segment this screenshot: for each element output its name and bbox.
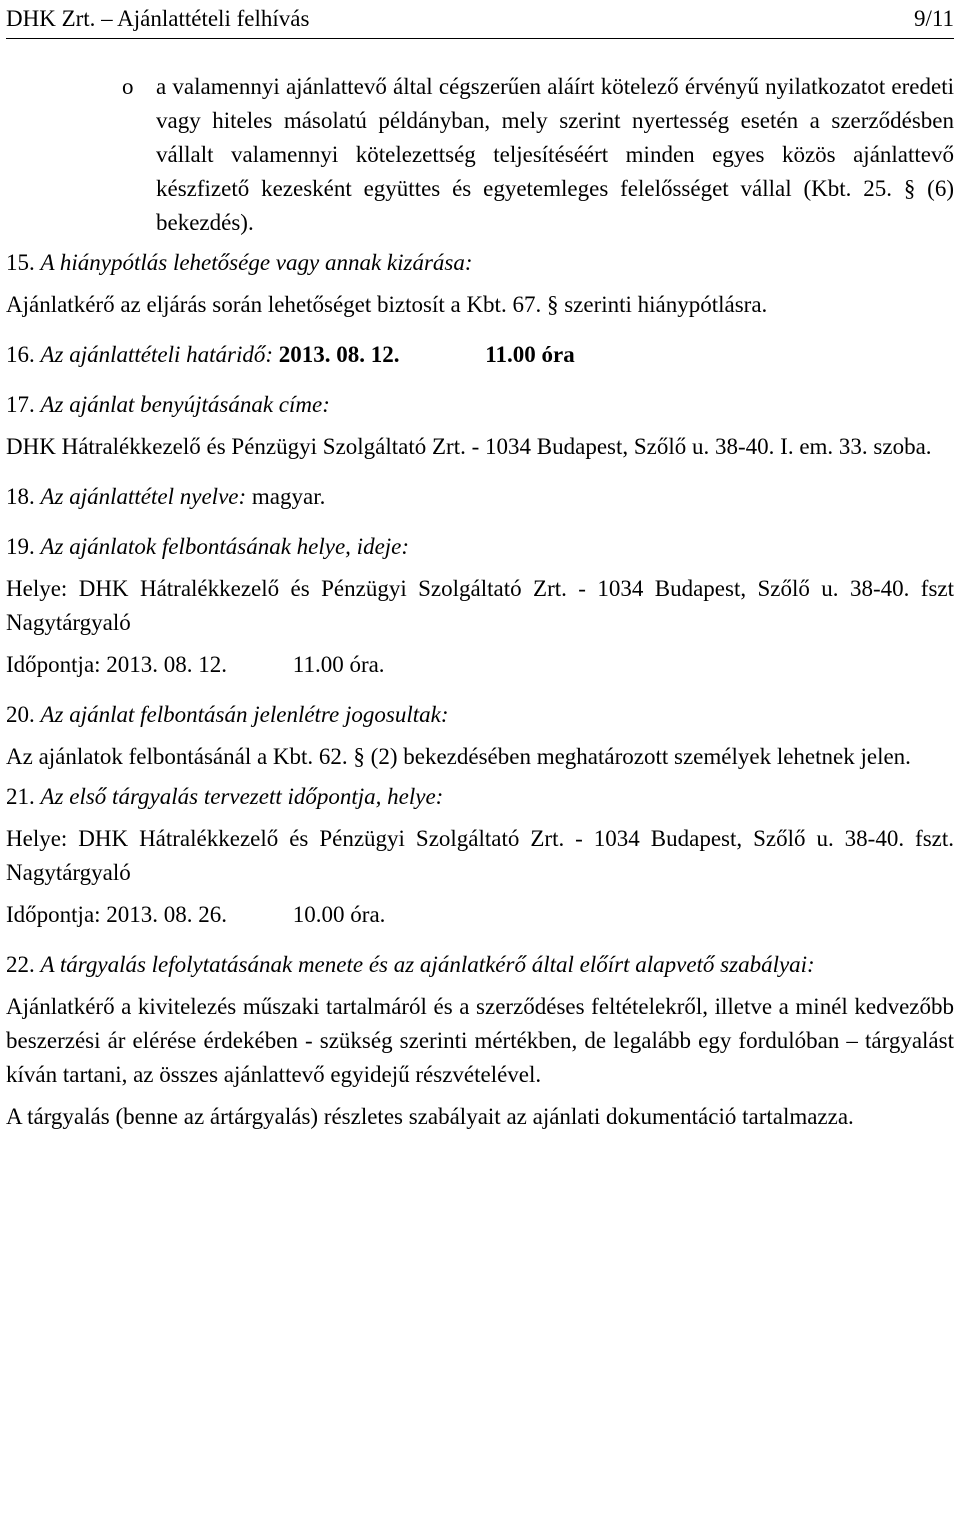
section-title: Az ajánlat benyújtásának címe: [40, 392, 330, 417]
section-text: Ajánlatkérő az eljárás során lehetőséget biztosít a Kbt. 67. § szerinti hiánypótlásra. [6, 292, 768, 317]
section-title: Az ajánlattételi határidő: [40, 342, 274, 367]
section-heading [6, 338, 954, 372]
section-title: Az ajánlat felbontásán jelenlétre jogosultak: [40, 702, 449, 727]
section-21 [6, 780, 954, 932]
section-number: 15. [6, 250, 35, 275]
section-22 [6, 948, 954, 1134]
language-value: magyar. [251, 484, 326, 509]
section-paragraph: A tárgyalás (benne az ártárgyalás) részletes szabályait az ajánlati dokumentáció tartalmazza. [6, 1104, 854, 1129]
section-heading [6, 530, 954, 564]
section-heading [6, 780, 954, 814]
section-20 [6, 698, 954, 774]
opening-time-label: Időpontja: 2013. 08. 12. [6, 652, 228, 677]
section-18 [6, 480, 954, 514]
bullet-text: a valamennyi ajánlattevő által cégszerűen aláírt kötelező érvényű nyilatkozatot eredeti vagy hiteles másolatú példányban, mely szerint nyertesség esetén a szerződésben vállalt valamennyi kötelezettség teljesítéséért minden egyes közös ajánlattevő készfizető kezesként együttes és egyetemleges felelősséget vállal (Kbt. 25. § (6) bekezdés). [156, 74, 954, 235]
page-header [6, 0, 954, 39]
list-item [6, 70, 954, 240]
section-16 [6, 338, 954, 372]
section-heading [6, 388, 954, 422]
negotiation-time-label: Időpontja: 2013. 08. 26. [6, 902, 228, 927]
document-body [6, 70, 954, 1134]
section-heading [6, 480, 954, 514]
section-number: 18. [6, 484, 35, 509]
section-number: 22. [6, 952, 35, 977]
section-number: 19. [6, 534, 35, 559]
document-title: DHK Zrt. – Ajánlattételi felhívás [6, 6, 310, 31]
section-heading [6, 246, 954, 280]
opening-time [6, 648, 954, 682]
section-text: Az ajánlatok felbontásánál a Kbt. 62. § (2) bekezdésében meghatározott személyek lehetnek jelen. [6, 744, 911, 769]
opening-place: Helye: DHK Hátralékkezelő és Pénzügyi Szolgáltató Zrt. - 1034 Budapest, Szőlő u. 38-40. fszt Nagytárgyaló [6, 576, 954, 635]
negotiation-time [6, 898, 954, 932]
section-text: DHK Hátralékkezelő és Pénzügyi Szolgáltató Zrt. - 1034 Budapest, Szőlő u. 38-40. I. em. 33. szoba. [6, 434, 932, 459]
page-number: 9/11 [913, 6, 954, 31]
section-number: 20. [6, 702, 35, 727]
deadline-date: 2013. 08. 12. [278, 342, 400, 367]
section-19 [6, 530, 954, 682]
section-title: Az ajánlatok felbontásának helye, ideje: [40, 534, 410, 559]
deadline-time: 11.00 óra [485, 342, 575, 367]
negotiation-time-value: 10.00 óra. [292, 902, 386, 927]
section-number: 17. [6, 392, 35, 417]
section-heading [6, 698, 954, 732]
section-number: 21. [6, 784, 35, 809]
section-number: 16. [6, 342, 35, 367]
opening-time-value: 11.00 óra. [292, 652, 385, 677]
section-title: Az ajánlattétel nyelve: [40, 484, 247, 509]
section-paragraph: Ajánlatkérő a kivitelezés műszaki tartalmáról és a szerződéses feltételekről, illetve a minél kedvezőbb beszerzési ár elérése érdekében - szükség szerinti mértékben, de legalább egy fordulóban – tárgyalást kíván tartani, az összes ajánlattevő egyidejű részvételével. [6, 994, 954, 1087]
negotiation-place: Helye: DHK Hátralékkezelő és Pénzügyi Szolgáltató Zrt. - 1034 Budapest, Szőlő u. 38-40. fszt. Nagytárgyaló [6, 826, 954, 885]
section-15 [6, 246, 954, 322]
section-heading [6, 948, 954, 982]
section-17 [6, 388, 954, 464]
section-title: A hiánypótlás lehetősége vagy annak kizárása: [40, 250, 473, 275]
section-title: Az első tárgyalás tervezett időpontja, helye: [40, 784, 444, 809]
section-title: A tárgyalás lefolytatásának menete és az ajánlatkérő által előírt alapvető szabályai: [40, 952, 815, 977]
bullet-mark: o [122, 74, 134, 99]
